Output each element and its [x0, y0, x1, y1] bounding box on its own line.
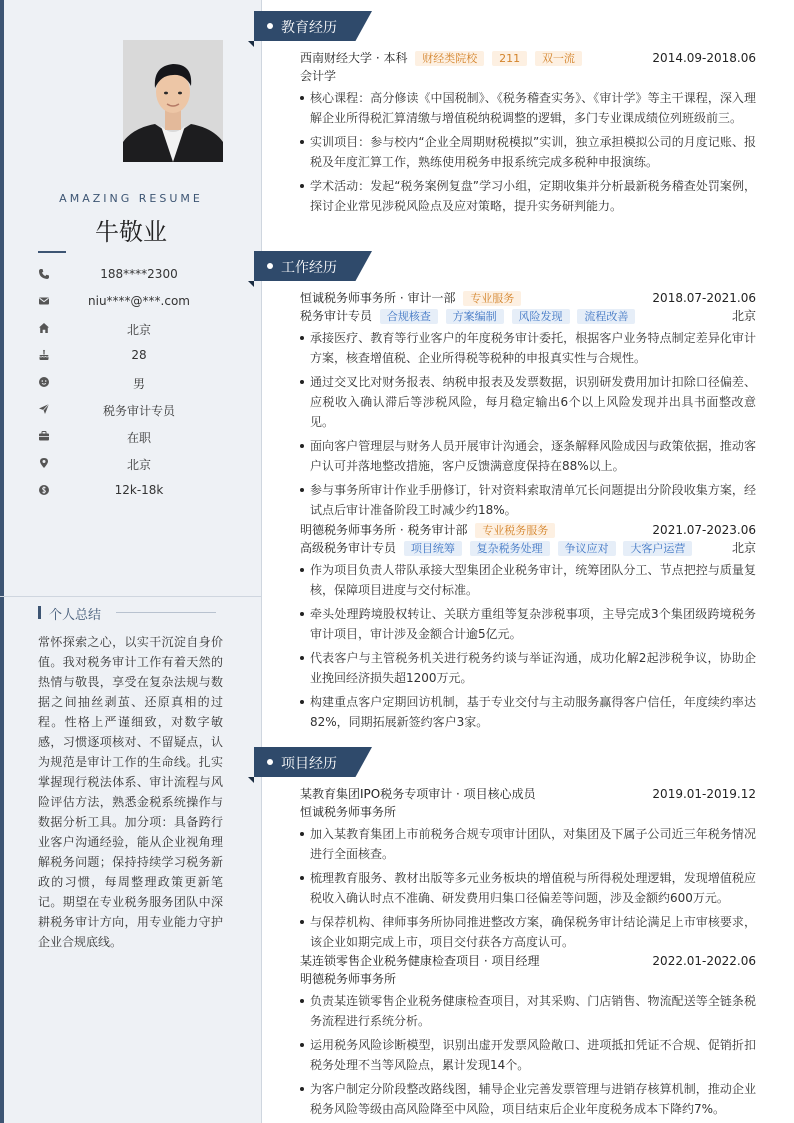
- job-skill-tag: 风险发现: [512, 309, 570, 324]
- bullet-item: 作为项目负责人带队承接大型集团企业税务审计，统筹团队分工、节点把控与质量复核，保障项目进度与交付标准。: [300, 560, 756, 600]
- job-skill-tag: 方案编制: [446, 309, 504, 324]
- section-heading-projects: [254, 747, 384, 777]
- work-entry: [300, 521, 756, 736]
- school-tag: 211: [492, 51, 527, 66]
- bullet-item: 参与事务所审计作业手册修订，针对资料索取清单冗长问题提出分阶段收集方案，经试点后审计准备阶段工时减少约18%。: [300, 480, 756, 520]
- project-bullets: [300, 824, 756, 952]
- job-skill-tag: 复杂税务处理: [470, 541, 550, 556]
- contact-email: [38, 293, 238, 320]
- bullet-item: 核心课程：高分修读《中国税制》、《税务稽查实务》、《审计学》等主干课程，深入理解企业所得税汇算清缴与增值税纳税调整的逻辑，多门专业课成绩位列班级前三。: [300, 88, 756, 128]
- project-bullets: [300, 991, 756, 1119]
- project-name: 某教育集团IPO税务专项审计 · 项目核心成员: [300, 787, 536, 801]
- bullet-item: 负责某连锁零售企业税务健康检查项目，对其采购、门店销售、物流配送等全链条税务流程进行系统分析。: [300, 991, 756, 1031]
- job-header: [300, 289, 756, 307]
- job-location: 北京: [731, 541, 756, 555]
- project-entry: [300, 785, 756, 956]
- contact-value: 北京: [126, 458, 151, 472]
- main-content: [262, 0, 794, 1123]
- section-dot: [267, 759, 273, 765]
- project-org: 明德税务师事务所: [300, 972, 397, 986]
- project-date: 2022.01-2022.06: [652, 954, 756, 968]
- job-org-tag: 专业税务服务: [475, 523, 555, 538]
- education-date: 2014.09-2018.06: [652, 51, 756, 65]
- section-title: 工作经历: [281, 260, 337, 276]
- job-org: 恒诚税务师事务所 · 审计一部: [300, 291, 456, 305]
- contact-value: 28: [131, 348, 147, 362]
- project-entry: [300, 952, 756, 1123]
- section-title: 项目经历: [281, 756, 337, 772]
- job-bullets: [300, 328, 756, 520]
- job-role: 税务审计专员: [300, 309, 373, 323]
- education-major: 会计学: [300, 69, 337, 83]
- bullet-item: 构建重点客户定期回访机制，基于专业交付与主动服务赢得客户信任，年度续约率达82%，同期拓展新签约客户3家。: [300, 692, 756, 732]
- job-bullets: [300, 560, 756, 732]
- name-underline: [38, 251, 66, 253]
- contact-age: [38, 347, 238, 374]
- section-heading-work: [254, 251, 384, 281]
- contact-value: 12k-18k: [114, 483, 164, 497]
- contact-value: 男: [132, 377, 145, 391]
- bullet-item: 与保荐机构、律师事务所协同推进整改方案，确保税务审计结论满足上市审核要求，该企业如期完成上市，项目交付获各方高度认可。: [300, 912, 756, 952]
- job-role-line: [300, 307, 756, 325]
- job-skill-tag: 合规核查: [380, 309, 438, 324]
- contact-value: 税务审计专员: [102, 404, 175, 418]
- bullet-item: 牵头处理跨境股权转让、关联方重组等复杂涉税事项，主导完成3个集团级跨境税务审计项目，审计涉及金额合计逾5亿元。: [300, 604, 756, 644]
- sidebar: [0, 0, 262, 1123]
- contact-location: [38, 455, 238, 482]
- bullet-item: 面向客户管理层与财务人员开展审计沟通会，逐条解释风险成因与政策依据，推动客户认可并落地整改措施，客户反馈满意度保持在88%以上。: [300, 436, 756, 476]
- summary-title: 个人总结: [49, 608, 102, 623]
- job-role: 高级税务审计专员: [300, 541, 397, 555]
- project-header: [300, 785, 756, 803]
- sidebar-accent-stripe: [0, 0, 4, 1123]
- contact-value: 北京: [126, 323, 151, 337]
- job-date: 2021.07-2023.06: [652, 523, 756, 537]
- contact-value: 188****2300: [100, 267, 178, 281]
- contact-salary: [38, 482, 238, 509]
- bullet-item: 学术活动：发起“税务案例复盘”学习小组，定期收集并分析最新税务稽查处罚案例，探讨企业常见涉税风险点及应对策略，提升实务研判能力。: [300, 176, 756, 216]
- summary-text: 常怀探索之心，以实干沉淀自身价值。我对税务审计工作有着天然的热情与敬畏，享受在复杂法规与数据之间抽丝剥茧、还原真相的过程。性格上严谨细致，对数字敏感，习惯逐项核对、不留疑点，认为规范是审计工作的生命线。扎实掌握现行税法体系、审计流程与风险评估方法，熟悉金税系统操作与数据分析工具。加分项：具备跨行业客户沟通经验，能从企业视角理解税务问题；保持持续学习税务新政的习惯，每周整理政策更新笔记。期望在专业税务服务团队中深耕税务审计方向，用专业能力守护企业合规底线。: [38, 635, 223, 949]
- bullet-item: 代表客户与主管税务机关进行税务约谈与举证沟通，成功化解2起涉税争议，协助企业挽回经济损失超1200万元。: [300, 648, 756, 688]
- job-org-tag: 专业服务: [463, 291, 521, 306]
- bullet-item: 承接医疗、教育等行业客户的年度税务审计委托，根据客户业务特点制定差异化审计方案，核查增值税、企业所得税等税种的申报真实性与合规性。: [300, 328, 756, 368]
- bullet-item: 通过交叉比对财务报表、纳税申报表及发票数据，识别研发费用加计扣除口径偏差、应税收入确认滞后等涉税风险，每月稳定输出6个以上风险发现并出具书面整改意见。: [300, 372, 756, 432]
- section-dot: [267, 23, 273, 29]
- job-skill-tag: 争议应对: [558, 541, 616, 556]
- work-entry: [300, 289, 756, 524]
- contact-status: [38, 428, 238, 455]
- bullet-item: 加入某教育集团上市前税务合规专项审计团队，对集团及下属子公司近三年税务情况进行全面核查。: [300, 824, 756, 864]
- school-tag: 财经类院校: [415, 51, 484, 66]
- project-date: 2019.01-2019.12: [652, 787, 756, 801]
- project-header: [300, 952, 756, 970]
- job-skill-tag: 大客户运营: [623, 541, 692, 556]
- sidebar-divider: [0, 596, 262, 597]
- contact-phone: [38, 266, 238, 293]
- profile-photo: [123, 40, 223, 162]
- contact-home: [38, 320, 238, 347]
- job-date: 2018.07-2021.06: [652, 291, 756, 305]
- education-bullets: [300, 88, 756, 216]
- bullet-item: 实训项目：参与校内“企业全周期财税模拟”实训，独立承担模拟公司的月度记账、报税及年度汇算工作，熟练使用税务申报系统完成多税种申报演练。: [300, 132, 756, 172]
- summary-heading: [38, 604, 223, 623]
- job-role-line: [300, 539, 756, 557]
- project-org: 恒诚税务师事务所: [300, 805, 397, 819]
- job-location: 北京: [731, 309, 756, 323]
- section-flag-fold: [248, 777, 254, 783]
- resume-tagline: AMAZING RESUME: [59, 192, 203, 205]
- section-flag-fold: [248, 281, 254, 287]
- education-header: [300, 49, 756, 67]
- contact-value: 在职: [126, 431, 151, 445]
- school-tag: 双一流: [535, 51, 582, 66]
- section-dot: [267, 263, 273, 269]
- education-entry: [300, 49, 756, 220]
- school-name: 西南财经大学 · 本科: [300, 51, 408, 65]
- job-header: [300, 521, 756, 539]
- summary-heading-line: [116, 612, 216, 613]
- bullet-item: 梳理教育服务、教材出版等多元业务板块的增值税与所得税处理逻辑，发现增值税应税收入确认时点不准确、研发费用归集口径偏差等问题，涉及金额约600万元。: [300, 868, 756, 908]
- contact-position: [38, 401, 238, 428]
- section-title: 教育经历: [281, 20, 337, 36]
- candidate-name: 牛敬业: [95, 218, 167, 246]
- job-skill-tag: 流程改善: [577, 309, 635, 324]
- contact-gender: [38, 374, 238, 401]
- job-org: 明德税务师事务所 · 税务审计部: [300, 523, 468, 537]
- section-heading-education: [254, 11, 384, 41]
- job-skill-tag: 项目统筹: [404, 541, 462, 556]
- project-name: 某连锁零售企业税务健康检查项目 · 项目经理: [300, 954, 540, 968]
- summary-heading-bar: [38, 606, 41, 619]
- bullet-item: 为客户制定分阶段整改路线图，辅导企业完善发票管理与进销存核算机制，推动企业税务风险等级由高风险降至中风险，项目结束后企业年度税务成本下降约7%。: [300, 1079, 756, 1119]
- bullet-item: 运用税务风险诊断模型，识别出虚开发票风险敞口、进项抵扣凭证不合规、促销折扣税务处理不当等风险点，累计发现14个。: [300, 1035, 756, 1075]
- section-flag-fold: [248, 41, 254, 47]
- contact-list: [38, 266, 238, 509]
- contact-value: niu****@***.com: [88, 294, 190, 308]
